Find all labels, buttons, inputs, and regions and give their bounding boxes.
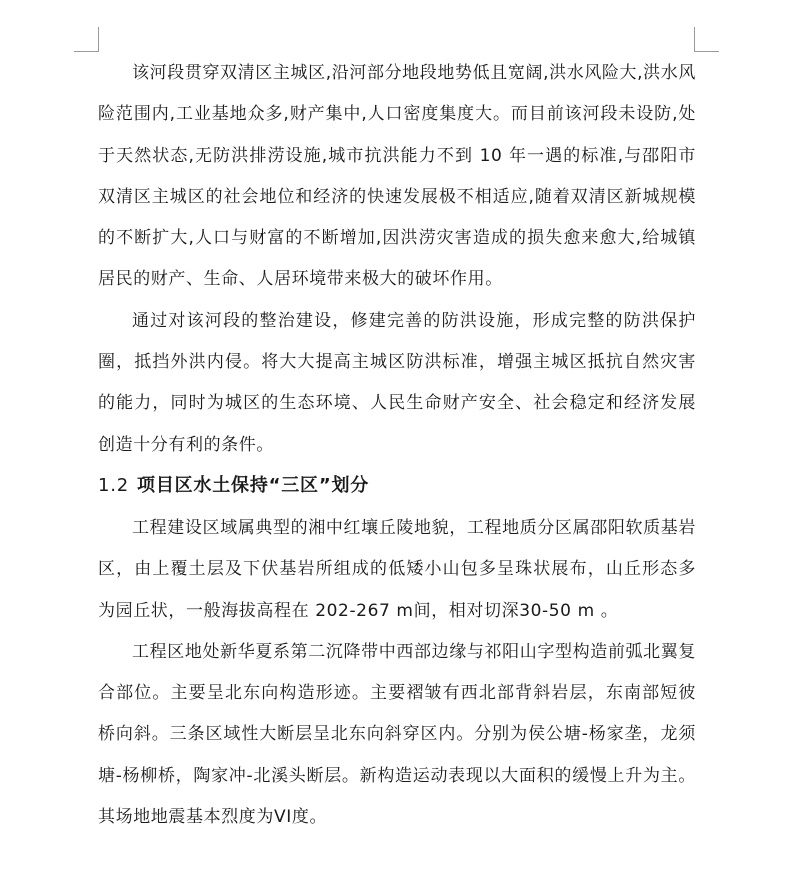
margin-corner-mark-top-right (694, 27, 719, 52)
paragraph-river-section-risk[interactable]: 该河段贯穿双清区主城区,沿河部分地段地势低且宽阔,洪水风险大,洪水风险范围内,工业基地众多,财产集中,人口密度集度大。而目前该河段未设防,处于天然状态,无防洪排涝设施,城市抗洪能力不到 10 年一遇的标准,与邵阳市双清区主城区的社会地位和经济的快速发展极不相适应,随着双清区新城规模的不断扩大,人口与财富的不断增加,因洪涝灾害造成的损失愈来愈大,给城镇居民的财产、生命、人居环境带来极大的破坏作用。 (98, 63, 696, 290)
section-heading[interactable] (98, 466, 696, 508)
section-number: 1.2 (98, 474, 130, 496)
section-title: 项目区水土保持“三区”划分 (137, 474, 370, 496)
paragraph-flood-protection-benefits[interactable]: 通过对该河段的整治建设，修建完善的防洪设施，形成完整的防洪保护圈，抵挡外洪内侵。将大大提高主城区防洪标准，增强主城区抵抗自然灾害的能力，同时为城区的生态环境、人民生命财产安全、社会稳定和经济发展创造十分有利的条件。 (98, 310, 696, 455)
paragraph-landform[interactable]: 工程建设区域属典型的湘中红壤丘陵地貌，工程地质分区属邵阳软质基岩区，由上覆土层及下伏基岩所组成的低矮小山包多呈珠状展布，山丘形态多为园丘状，一般海拔高程在 202-267 m间，相对切深30-50 m 。 (98, 517, 696, 621)
margin-corner-mark-top-left (74, 27, 99, 52)
paragraph-geologic-structure[interactable]: 工程区地处新华夏系第二沉降带中西部边缘与祁阳山字型构造前弧北翼复合部位。主要呈北东向构造形迹。主要褶皱有西北部背斜岩层，东南部短彼桥向斜。三条区域性大断层呈北东向斜穿区内。分别为侯公塘-杨家垄，龙须塘-杨柳桥，陶家冲-北溪头断层。新构造运动表现以大面积的缓慢上升为主。其场地地震基本烈度为VI度。 (98, 641, 696, 828)
page-body[interactable] (98, 53, 696, 838)
